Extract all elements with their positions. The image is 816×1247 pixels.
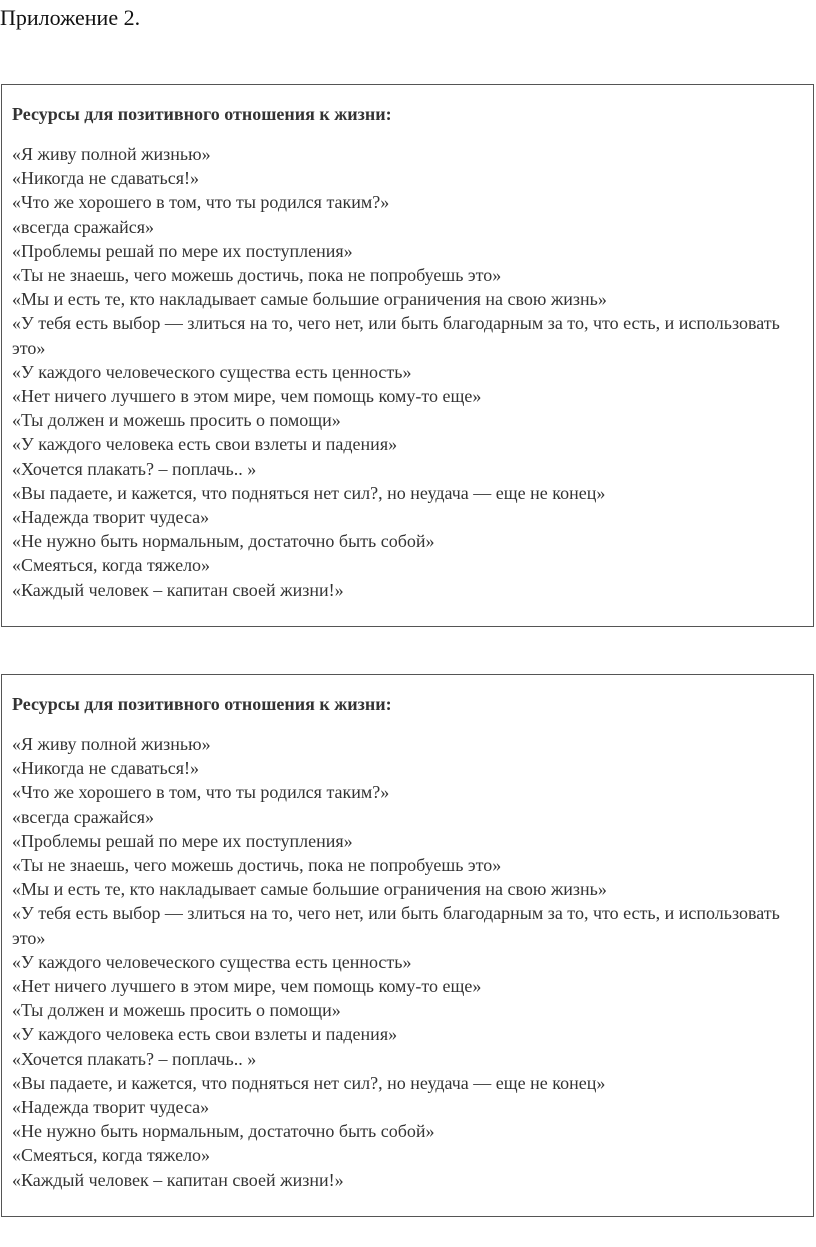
quote-item: «Что же хорошего в том, что ты родился таким?»: [12, 782, 390, 803]
quote-item: «Никогда не сдаваться!»: [12, 168, 199, 189]
quote-item: «Нет ничего лучшего в этом мире, чем помощь кому-то еще»: [12, 386, 482, 407]
quote-item: «Надежда творит чудеса»: [12, 507, 210, 528]
quote-item: «Проблемы решай по мере их поступления»: [12, 240, 353, 261]
quote-item: «Каждый человек – капитан своей жизни!»: [12, 579, 344, 600]
quote-item: «всегда сражайся»: [12, 216, 155, 237]
quote-item: «Никогда не сдаваться!»: [12, 758, 199, 779]
quote-item: «Каждый человек – капитан своей жизни!»: [12, 1169, 344, 1190]
quote-item: «Смеяться, когда тяжело»: [12, 555, 211, 576]
quote-item: «Что же хорошего в том, что ты родился таким?»: [12, 192, 390, 213]
quote-item: «Не нужно быть нормальным, достаточно быть собой»: [12, 531, 435, 552]
appendix-heading: Приложение 2.: [0, 5, 141, 30]
quote-item: «Нет ничего лучшего в этом мире, чем помощь кому-то еще»: [12, 976, 482, 997]
quote-item: «У каждого человека есть свои взлеты и падения»: [12, 1024, 398, 1045]
quote-item: «Вы падаете, и кажется, что подняться нет сил?, но неудача — еще не конец»: [12, 1072, 606, 1093]
quote-item: «Я живу полной жизнью»: [12, 734, 211, 754]
quote-item: «Ты не знаешь, чего можешь достичь, пока не попробуешь это»: [12, 265, 502, 286]
resource-box-title: Ресурсы для позитивного отношения к жизни:: [12, 104, 392, 124]
quote-item: «Надежда творит чудеса»: [12, 1097, 210, 1118]
quote-item: «Смеяться, когда тяжело»: [12, 1145, 211, 1166]
quote-item: «Ты не знаешь, чего можешь достичь, пока не попробуешь это»: [12, 855, 502, 876]
quote-list: [12, 142, 803, 602]
quote-item: «У каждого человеческого существа есть ценность»: [12, 361, 412, 382]
quote-item: «Вы падаете, и кажется, что подняться нет сил?, но неудача — еще не конец»: [12, 482, 606, 503]
quote-list: [12, 732, 803, 1192]
quote-item: «У тебя есть выбор — злиться на то, чего нет, или быть благодарным за то, что есть, и использовать это»: [12, 313, 780, 358]
quote-item: «Я живу полной жизнью»: [12, 144, 211, 164]
quote-item: «Не нужно быть нормальным, достаточно быть собой»: [12, 1121, 435, 1142]
resource-box-1: [1, 84, 814, 627]
quote-item: «Мы и есть те, кто накладывает самые большие ограничения на свою жизнь»: [12, 289, 607, 310]
quote-item: «Хочется плакать? – поплачь.. »: [12, 1048, 257, 1069]
quote-item: «Ты должен и можешь просить о помощи»: [12, 410, 341, 431]
quote-item: «Проблемы решай по мере их поступления»: [12, 830, 353, 851]
quote-item: «Мы и есть те, кто накладывает самые большие ограничения на свою жизнь»: [12, 879, 607, 900]
quote-item: «всегда сражайся»: [12, 806, 155, 827]
resource-box-title: Ресурсы для позитивного отношения к жизни:: [12, 694, 392, 714]
quote-item: «У каждого человека есть свои взлеты и падения»: [12, 434, 398, 455]
quote-item: «У тебя есть выбор — злиться на то, чего нет, или быть благодарным за то, что есть, и использовать это»: [12, 903, 780, 948]
quote-item: «Хочется плакать? – поплачь.. »: [12, 458, 257, 479]
resource-box-2: [1, 674, 814, 1217]
quote-item: «У каждого человеческого существа есть ценность»: [12, 951, 412, 972]
quote-item: «Ты должен и можешь просить о помощи»: [12, 1000, 341, 1021]
